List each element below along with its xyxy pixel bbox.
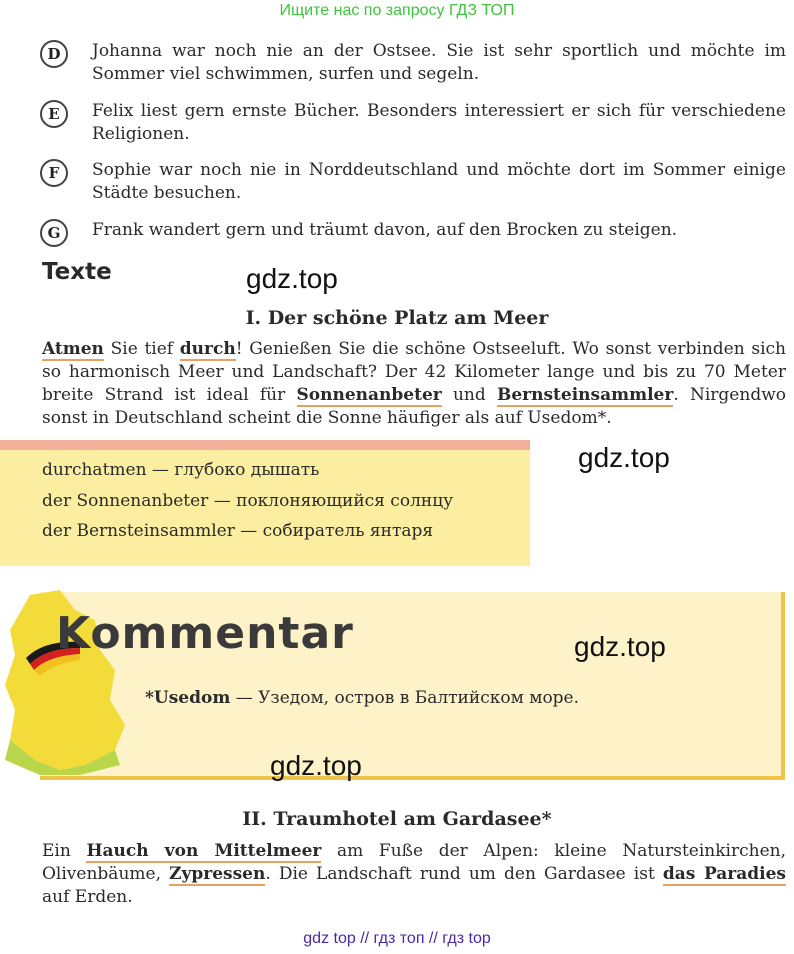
vocab-word: durch xyxy=(179,339,236,359)
task-text: Frank wandert gern und träumt davon, auf den Brocken zu steigen. xyxy=(92,220,678,240)
task-letter-badge: F xyxy=(40,159,68,187)
vocab-word: Bernsteinsammler xyxy=(496,385,674,405)
task-item xyxy=(40,100,786,146)
task-item xyxy=(40,159,786,205)
vocab-word: Hauch von Mittelmeer xyxy=(86,841,322,861)
task-item xyxy=(40,40,786,86)
watermark: gdz.top xyxy=(270,750,362,781)
kommentar-definition: — Узедом, остров в Балтийском море. xyxy=(230,688,580,708)
kommentar-title: Kommentar xyxy=(56,608,354,659)
vocab-word: Zypressen xyxy=(169,864,266,884)
section-1-title: I. Der schöne Platz am Meer xyxy=(245,307,549,329)
vocab-word: Sonnenanbeter xyxy=(296,385,442,405)
task-letter-badge: G xyxy=(40,219,68,247)
task-letter-badge: E xyxy=(40,100,68,128)
footer-links: gdz top // гдз топ // гдз top xyxy=(303,930,491,947)
section-2-title: II. Traumhotel am Gardasee* xyxy=(242,808,552,830)
watermark: gdz.top xyxy=(574,631,666,662)
vocab-word: Atmen xyxy=(42,339,104,359)
task-text: Johanna war noch nie an der Ostsee. Sie ist sehr sportlich und möchte im Sommer viel schwimmen, surfen und segeln. xyxy=(92,41,786,84)
top-banner: Ищите нас по запросу ГДЗ ТОП xyxy=(279,2,515,19)
task-letter-badge: D xyxy=(40,40,68,68)
watermark: gdz.top xyxy=(578,442,670,473)
task-text: Felix liest gern ernste Bücher. Besonders interessiert er sich für verschiedene Religionen. xyxy=(92,101,786,144)
section-1-paragraph: Atmen Sie tief durch! Genießen Sie die schöne Ostseeluft. Wo sonst verbinden sich so harmonisch Meer und Landschaft? Der 42 Kilometer lange und bis zu 70 Meter breite Strand ist ideal für Sonnenanbeter und Bernsteinsammler. Nirgendwo sonst in Deutschland scheint die Sonne häufiger als auf Usedom*. xyxy=(42,339,786,428)
kommentar-note xyxy=(145,688,579,708)
vocab-panel-stripe xyxy=(0,440,530,450)
texte-heading: Texte xyxy=(42,259,112,285)
task-text: Sophie war noch nie in Norddeutschland und möchte dort im Sommer einige Städte besuchen. xyxy=(92,160,786,203)
kommentar-term: *Usedom xyxy=(145,688,231,708)
vocab-word: das Paradies xyxy=(662,864,786,884)
section-2-paragraph: Ein Hauch von Mittelmeer am Fuße der Alpen: kleine Natursteinkirchen, Olivenbäume, Zypressen. Die Landschaft rund um den Gardasee ist das Paradies auf Erden. xyxy=(42,841,786,907)
vocab-line: der Bernsteinsammler — собиратель янтаря xyxy=(42,521,434,541)
vocab-line: durchatmen — глубоко дышать xyxy=(42,460,320,480)
task-item xyxy=(40,219,786,242)
watermark: gdz.top xyxy=(246,263,338,294)
vocab-line: der Sonnenanbeter — поклоняющийся солнцу xyxy=(42,491,454,511)
